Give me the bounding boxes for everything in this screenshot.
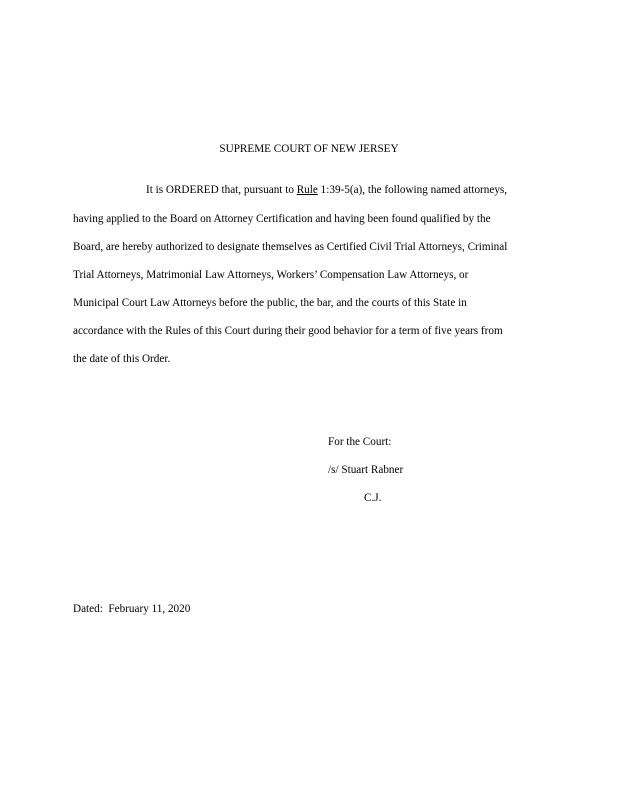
for-the-court-label: For the Court:	[328, 436, 392, 448]
signer-title: C.J.	[364, 492, 382, 504]
order-paragraph-line-4: Trial Attorneys, Matrimonial Law Attorneys, Workers’ Compensation Law Attorneys, or	[73, 269, 469, 281]
order-text-rest: 1:39-5(a), the following named attorneys,	[317, 184, 508, 196]
signer-name: /s/ Stuart Rabner	[328, 464, 404, 476]
order-paragraph-line-6: accordance with the Rules of this Court during their good behavior for a term of five years from	[73, 325, 503, 337]
rule-reference: Rule	[296, 184, 318, 196]
order-text-start: It is ORDERED that, pursuant to	[146, 184, 297, 196]
court-title: SUPREME COURT OF NEW JERSEY	[219, 143, 399, 155]
order-paragraph-line-2: having applied to the Board on Attorney Certification and having been found qualified by the	[73, 213, 491, 225]
order-paragraph-line-5: Municipal Court Law Attorneys before the public, the bar, and the courts of this State in	[73, 297, 467, 309]
dated-line: Dated: February 11, 2020	[73, 603, 191, 615]
order-paragraph-line-3: Board, are hereby authorized to designate themselves as Certified Civil Trial Attorneys, Criminal	[73, 241, 508, 253]
order-paragraph-line-7: the date of this Order.	[73, 353, 171, 365]
order-paragraph-line-1	[146, 184, 507, 196]
